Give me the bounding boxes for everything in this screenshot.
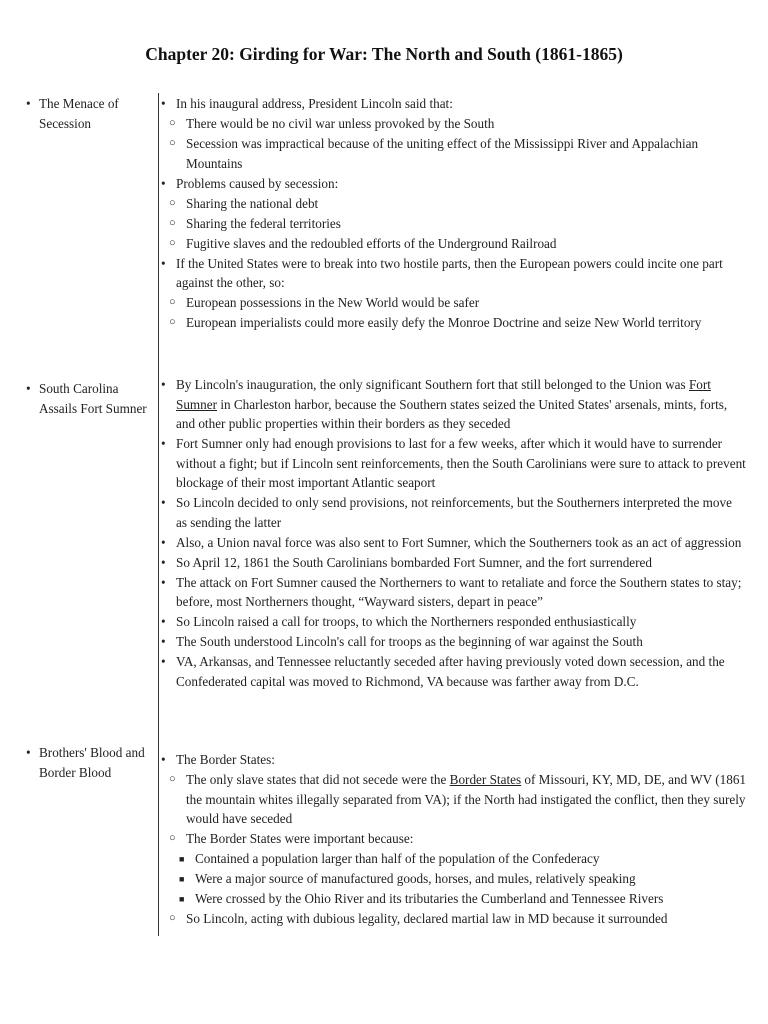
note-item (161, 889, 746, 909)
bullet-marker: • (161, 255, 166, 271)
note-text: Fort Sumner only had enough provisions to last for a few weeks, after which it would have to surrender without a fight; but if Lincoln sent reinforcements, then the South Carolinians were sure to attack to prevent blockage of their most important Atlantic seaport (176, 436, 746, 490)
note-text: The Border States were important because: (186, 831, 414, 846)
note-item (161, 652, 746, 691)
topic-menace-of-secession (26, 94, 148, 133)
note-text: Also, a Union naval force was also sent to Fort Sumner, which the Southerners took as an act of aggression (176, 534, 742, 550)
circle-marker: ○ (169, 832, 176, 844)
note-text: The South understood Lincoln's call for troops as the beginning of war against the South (176, 634, 643, 649)
note-text: Were crossed by the Ohio River and its tributaries the Cumberland and Tennessee Rivers (195, 891, 664, 906)
note-text: So April 12, 1861 the South Carolinians bombarded Fort Sumner, and the fort surrendered (176, 554, 652, 570)
bullet-marker: • (161, 495, 166, 510)
note-text-part: of Missouri, KY, MD, DE, and WV (1861 the mountain whites illegally separated from VA); if the North had instigated the conflict, then they surely would have seceded (186, 772, 747, 826)
note-item (161, 194, 746, 214)
note-item (161, 573, 746, 612)
note-item (161, 553, 746, 573)
note-text: Sharing the national debt (186, 195, 319, 211)
bullet-marker: • (161, 436, 166, 451)
note-text: European possessions in the New World would be safer (186, 295, 480, 310)
page-title: Chapter 20: Girding for War: The North and South (1861-1865) (145, 44, 623, 64)
square-marker: ■ (179, 874, 185, 884)
note-text: In his inaugural address, President Lincoln said that: (176, 96, 453, 111)
topic-bullet: • (26, 381, 31, 396)
note-item (161, 849, 746, 869)
note-text: Fugitive slaves and the redoubled efforts of the Underground Railroad (186, 235, 557, 251)
circle-marker: ○ (169, 117, 176, 129)
topic-bullet: • (26, 96, 31, 111)
bullet-marker: • (161, 654, 166, 669)
note-item (161, 94, 746, 114)
note-text: Secession was impractical because of the uniting effect of the Mississippi River and Appalachian Mountains (186, 136, 699, 171)
circle-marker: ○ (169, 236, 176, 249)
topic-bullet: • (26, 745, 31, 760)
note-item (161, 434, 746, 493)
note-item (161, 293, 746, 313)
note-item (161, 869, 746, 889)
note-text: European imperialists could more easily defy the Monroe Doctrine and seize New World territory (186, 315, 702, 330)
note-item (161, 254, 746, 293)
circle-marker: ○ (169, 912, 176, 924)
note-item (161, 114, 746, 134)
note-text: Contained a population larger than half of the population of the Confederacy (195, 851, 600, 866)
bullet-marker: • (161, 554, 166, 570)
notes-fort-sumner (161, 375, 746, 692)
circle-marker: ○ (169, 196, 176, 209)
circle-marker: ○ (169, 137, 176, 149)
bullet-marker: • (161, 614, 166, 629)
bullet-marker: • (161, 175, 166, 191)
note-text (186, 770, 746, 829)
square-marker: ■ (179, 894, 185, 904)
circle-marker: ○ (169, 216, 176, 229)
bullet-marker: • (161, 96, 166, 111)
circle-marker: ○ (169, 773, 176, 785)
bullet-marker: • (161, 634, 166, 649)
circle-marker: ○ (169, 316, 176, 328)
square-marker: ■ (179, 854, 185, 864)
bullet-marker: • (161, 752, 166, 767)
note-text: Were a major source of manufactured goods, horses, and mules, relatively speaking (195, 871, 636, 886)
note-item (161, 612, 746, 632)
underlined-term: Fort Sumner (176, 377, 711, 412)
notes-menace-of-secession (161, 94, 746, 333)
note-item (161, 750, 746, 770)
note-item (161, 214, 746, 234)
note-item (161, 829, 746, 849)
note-text (176, 375, 746, 434)
bullet-marker: • (161, 574, 166, 590)
note-item (161, 234, 746, 254)
note-text: Sharing the federal territories (186, 215, 341, 231)
underlined-term: Border States (449, 772, 522, 787)
bullet-marker: • (161, 377, 166, 392)
note-text: The attack on Fort Sumner caused the Northerners to want to retaliate and force the Southern states to stay; before, most Northerners thought, “Wayward sisters, depart in peace” (176, 574, 742, 609)
notes-border-states (161, 750, 746, 929)
topic-label: South Carolina Assails Fort Sumner (39, 381, 147, 416)
note-text: So Lincoln decided to only send provisions, not reinforcements, but the Southerners interpreted the move as sending the latter (176, 495, 732, 530)
note-text-part: By Lincoln's inauguration, the only significant Southern fort that still belonged to the Union was (176, 377, 689, 392)
note-item (161, 770, 746, 829)
note-text: VA, Arkansas, and Tennessee reluctantly seceded after having previously voted down secession, and the Confederated capital was moved to Richmond, VA because was farther away from D.C. (176, 654, 725, 689)
note-text-part: The only slave states that did not secede were the (186, 772, 450, 787)
circle-marker: ○ (169, 296, 176, 308)
note-item (161, 493, 746, 532)
note-item (161, 375, 746, 434)
bullet-marker: • (161, 534, 166, 550)
topic-brothers-blood-border-blood (26, 743, 148, 782)
note-text: So Lincoln, acting with dubious legality, declared martial law in MD because it surrounded (186, 911, 668, 926)
note-item (161, 533, 746, 553)
note-text: So Lincoln raised a call for troops, to which the Northerners responded enthusiastically (176, 614, 637, 629)
note-item (161, 313, 746, 333)
note-item (161, 632, 746, 652)
column-divider (158, 93, 159, 936)
topic-label: The Menace of Secession (39, 96, 119, 131)
note-text: There would be no civil war unless provoked by the South (186, 116, 495, 131)
topic-label: Brothers' Blood and Border Blood (39, 745, 145, 780)
note-text-part: in Charleston harbor, because the Southern states seized the United States' arsenals, mints, forts, and other public properties within their borders as they seceded (176, 396, 728, 431)
note-item (161, 909, 746, 929)
note-item (161, 134, 746, 173)
topic-south-carolina-assails-fort-sumner (26, 379, 148, 418)
note-text: The Border States: (176, 752, 275, 767)
note-item (161, 174, 746, 194)
note-text: If the United States were to break into two hostile parts, then the European powers could incite one part against the other, so: (176, 255, 723, 290)
note-text: Problems caused by secession: (176, 175, 339, 191)
